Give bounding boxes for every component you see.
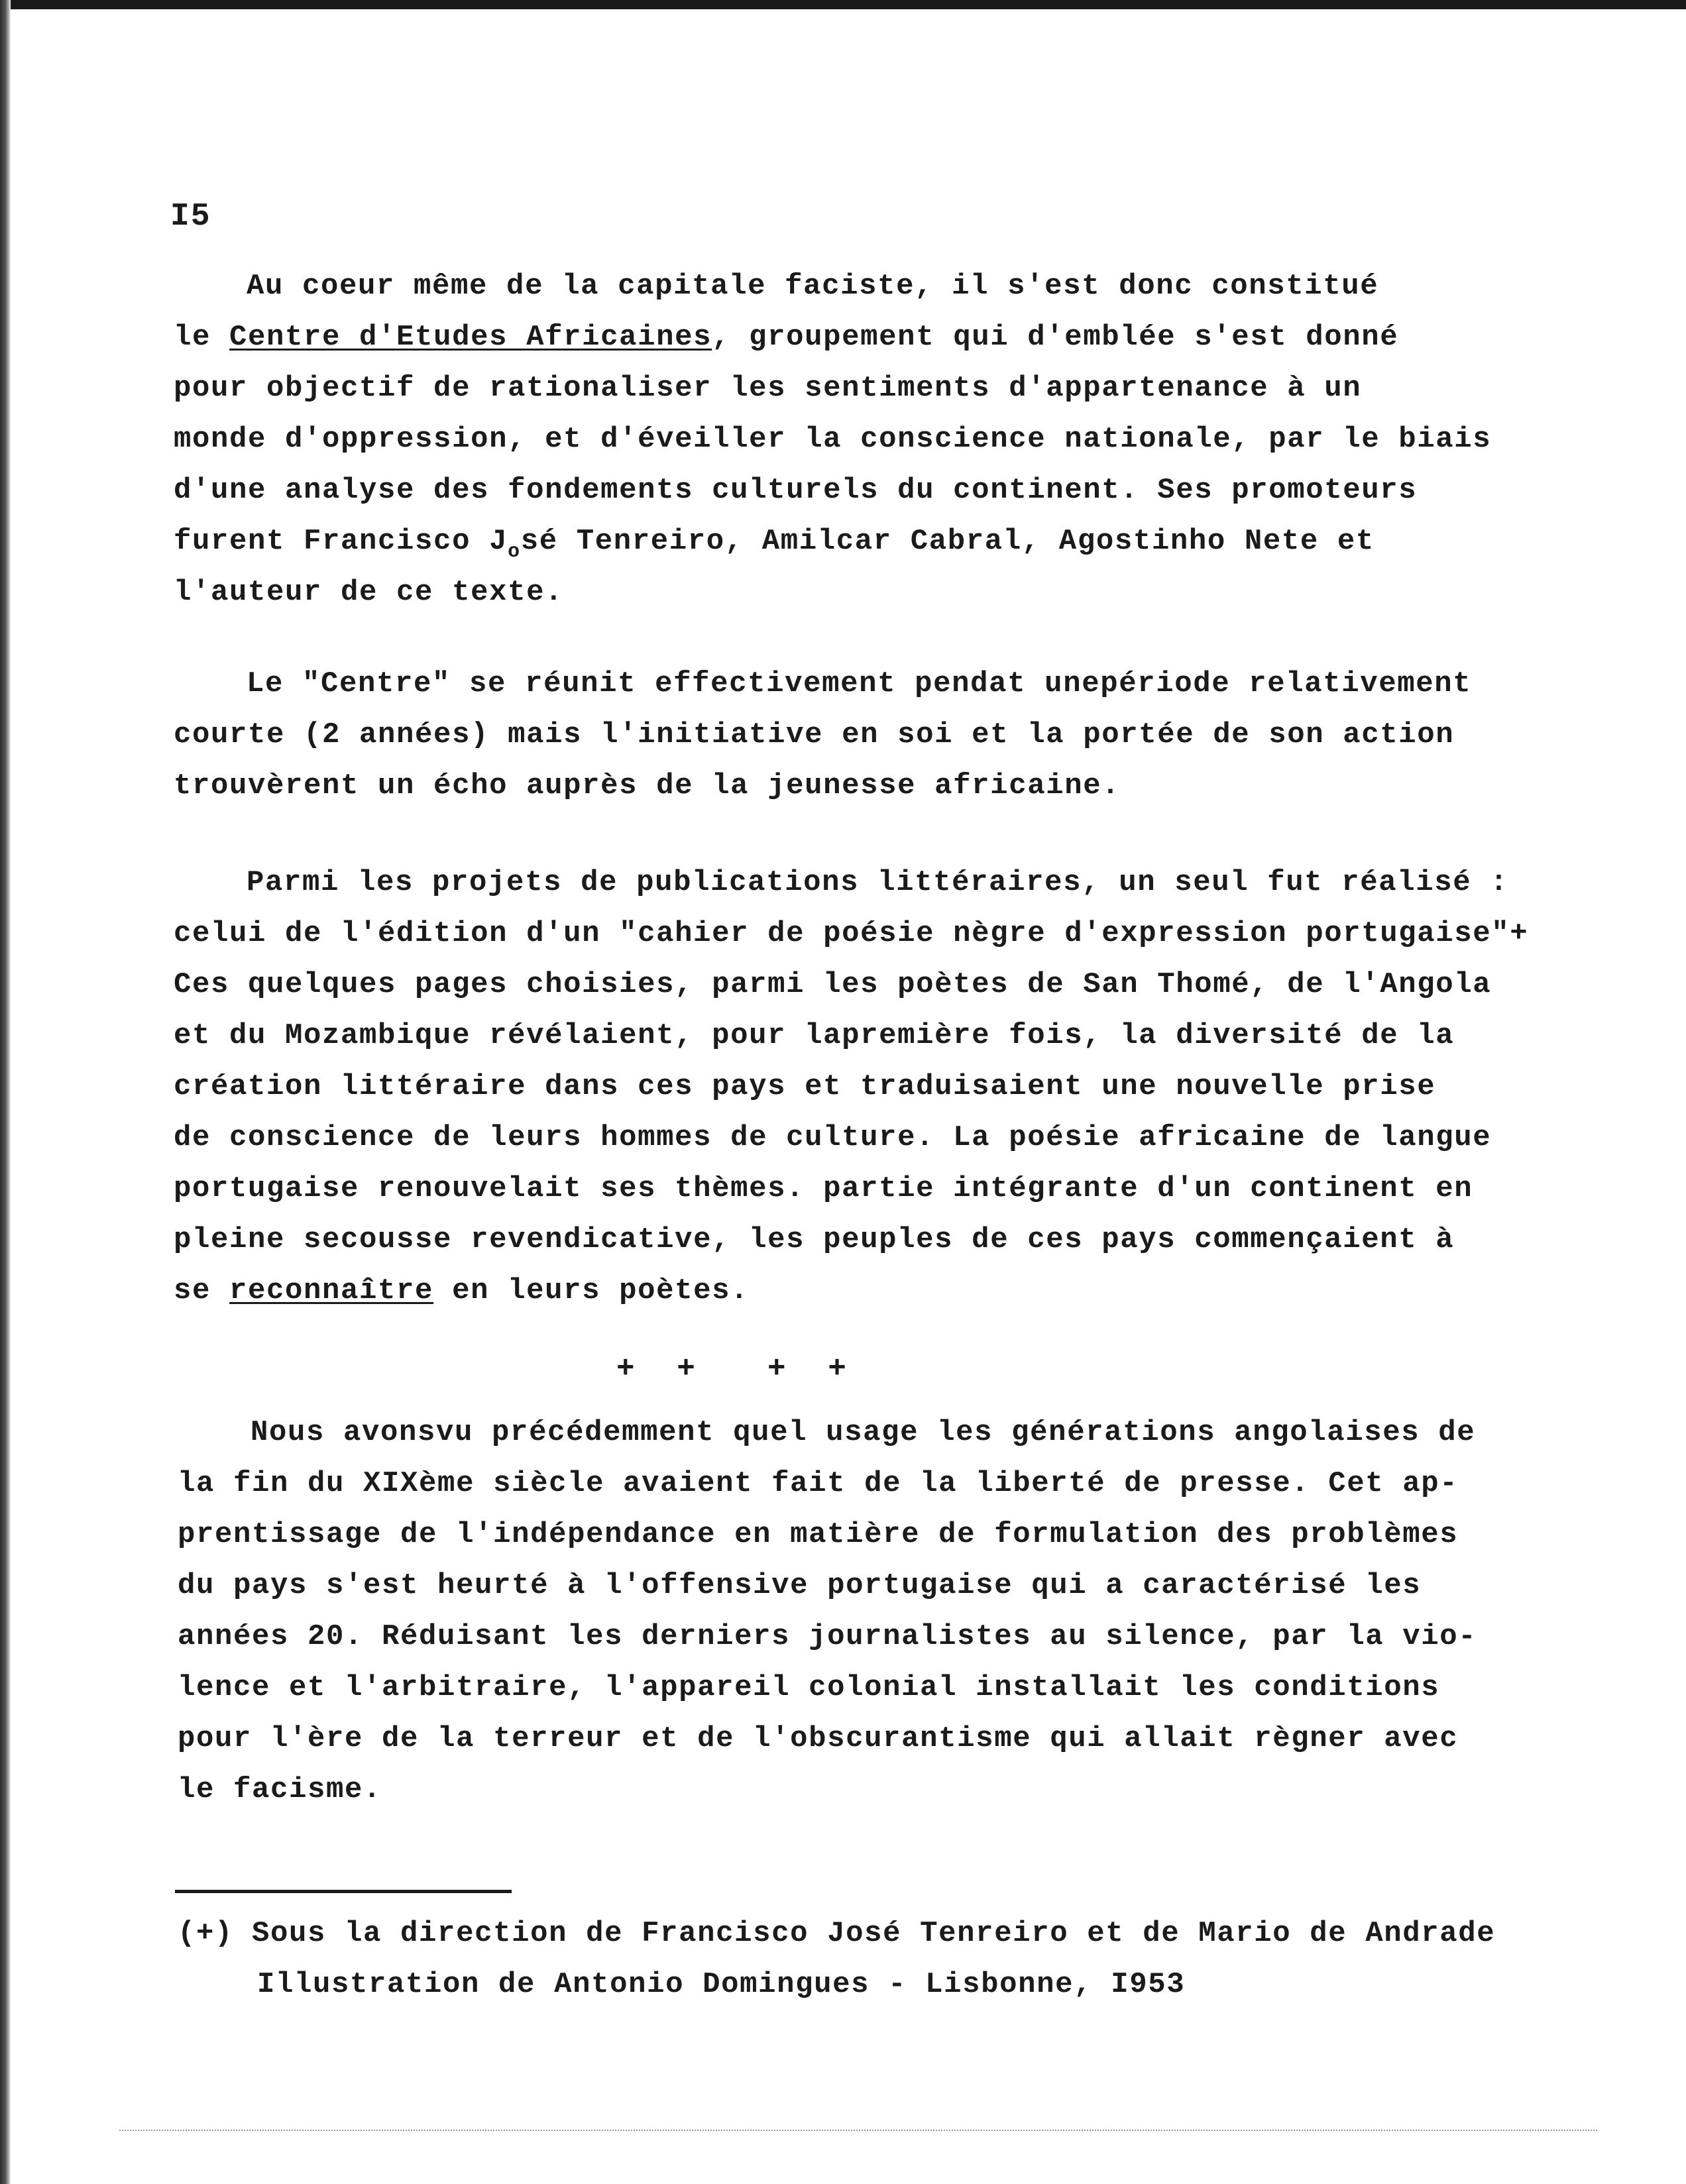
text-span: furent Francisco J — [174, 525, 508, 558]
paragraph-4-line-4: du pays s'est heurté à l'offensive portugaise qui a caractérisé les — [178, 1569, 1422, 1602]
paragraph-4-line-5: années 20. Réduisant les derniers journalistes au silence, par la vio- — [178, 1620, 1477, 1653]
text-span: se — [174, 1274, 230, 1307]
paragraph-4-line-1: Nous avonsvu précédemment quel usage les générations angolaises de — [251, 1416, 1476, 1449]
paragraph-3-line-5: création littéraire dans ces pays et traduisaient une nouvelle prise — [174, 1070, 1436, 1103]
paragraph-1-line-6 — [174, 525, 1375, 563]
paragraph-1-line-5: d'une analyse des fondements culturels du continent. Ses promoteurs — [174, 474, 1418, 507]
paragraph-1-line-3: pour objectif de rationaliser les sentiments d'appartenance à un — [174, 372, 1362, 405]
paragraph-3-line-3: Ces quelques pages choisies, parmi les poètes de San Thomé, de l'Angola — [174, 968, 1492, 1001]
paragraph-2-line-3: trouvèrent un écho auprès de la jeunesse africaine. — [174, 769, 1121, 802]
paragraph-4-line-3: prentissage de l'indépendance en matière de formulation des problèmes — [178, 1518, 1459, 1551]
paragraph-3-line-8: pleine secousse revendicative, les peuples de ces pays commençaient à — [174, 1223, 1455, 1256]
paragraph-3-line-6: de conscience de leurs hommes de culture. La poésie africaine de langue — [174, 1121, 1492, 1154]
paragraph-2-line-1: Le "Centre" se réunit effectivement pendat unepériode relativement — [247, 667, 1472, 700]
footnote-line-2: Illustration de Antonio Domingues - Lisbonne, I953 — [257, 1968, 1186, 2001]
text-span: en leurs poètes. — [433, 1274, 750, 1307]
footnote-rule — [175, 1890, 512, 1893]
paragraph-3-line-2: celui de l'édition d'un "cahier de poésie nègre d'expression portugaise"+ — [174, 917, 1529, 950]
paragraph-4-line-6: lence et l'arbitraire, l'appareil colonial installait les conditions — [178, 1671, 1440, 1704]
section-separator: + + + + — [616, 1352, 858, 1386]
centre-etudes-africaines-underlined: Centre d'Etudes Africaines — [229, 321, 712, 354]
subscript-letter: o — [508, 541, 521, 563]
paragraph-3-line-9 — [174, 1276, 749, 1305]
paragraph-3-line-7: portugaise renouvelait ses thèmes. partie intégrante d'un continent en — [174, 1172, 1473, 1205]
paragraph-4-line-8: le facisme. — [178, 1773, 382, 1806]
paragraph-3-line-4: et du Mozambique révélaient, pour lapremière fois, la diversité de la — [174, 1019, 1455, 1052]
text-span: le — [174, 321, 230, 354]
paragraph-1-line-4: monde d'oppression, et d'éveiller la conscience nationale, par le biais — [174, 423, 1492, 456]
text-span: , groupement qui d'emblée s'est donné — [712, 321, 1399, 354]
paragraph-3-line-1: Parmi les projets de publications littéraires, un seul fut réalisé : — [247, 866, 1509, 899]
reconnaitre-underlined: reconnaître — [229, 1274, 434, 1307]
paragraph-1-line-1: Au coeur même de la capitale faciste, il s'est donc constitué — [247, 270, 1379, 303]
footnote-line-1: (+) Sous la direction de Francisco José Tenreiro et de Mario de Andrade — [178, 1917, 1496, 1950]
paragraph-2-line-2: courte (2 années) mais l'initiative en soi et la portée de son action — [174, 718, 1455, 751]
paragraph-4-line-7: pour l'ère de la terreur et de l'obscurantisme qui allait règner avec — [178, 1722, 1459, 1755]
paragraph-4-line-2: la fin du XIXème siècle avaient fait de la liberté de presse. Cet ap- — [178, 1467, 1459, 1500]
paragraph-1-line-2 — [174, 323, 1398, 352]
page-number: I5 — [170, 199, 211, 235]
page-bottom-edge — [119, 2130, 1597, 2132]
text-span: sé Tenreiro, Amilcar Cabral, Agostinho Nete et — [520, 525, 1375, 558]
paragraph-1-line-7: l'auteur de ce texte. — [174, 576, 564, 609]
